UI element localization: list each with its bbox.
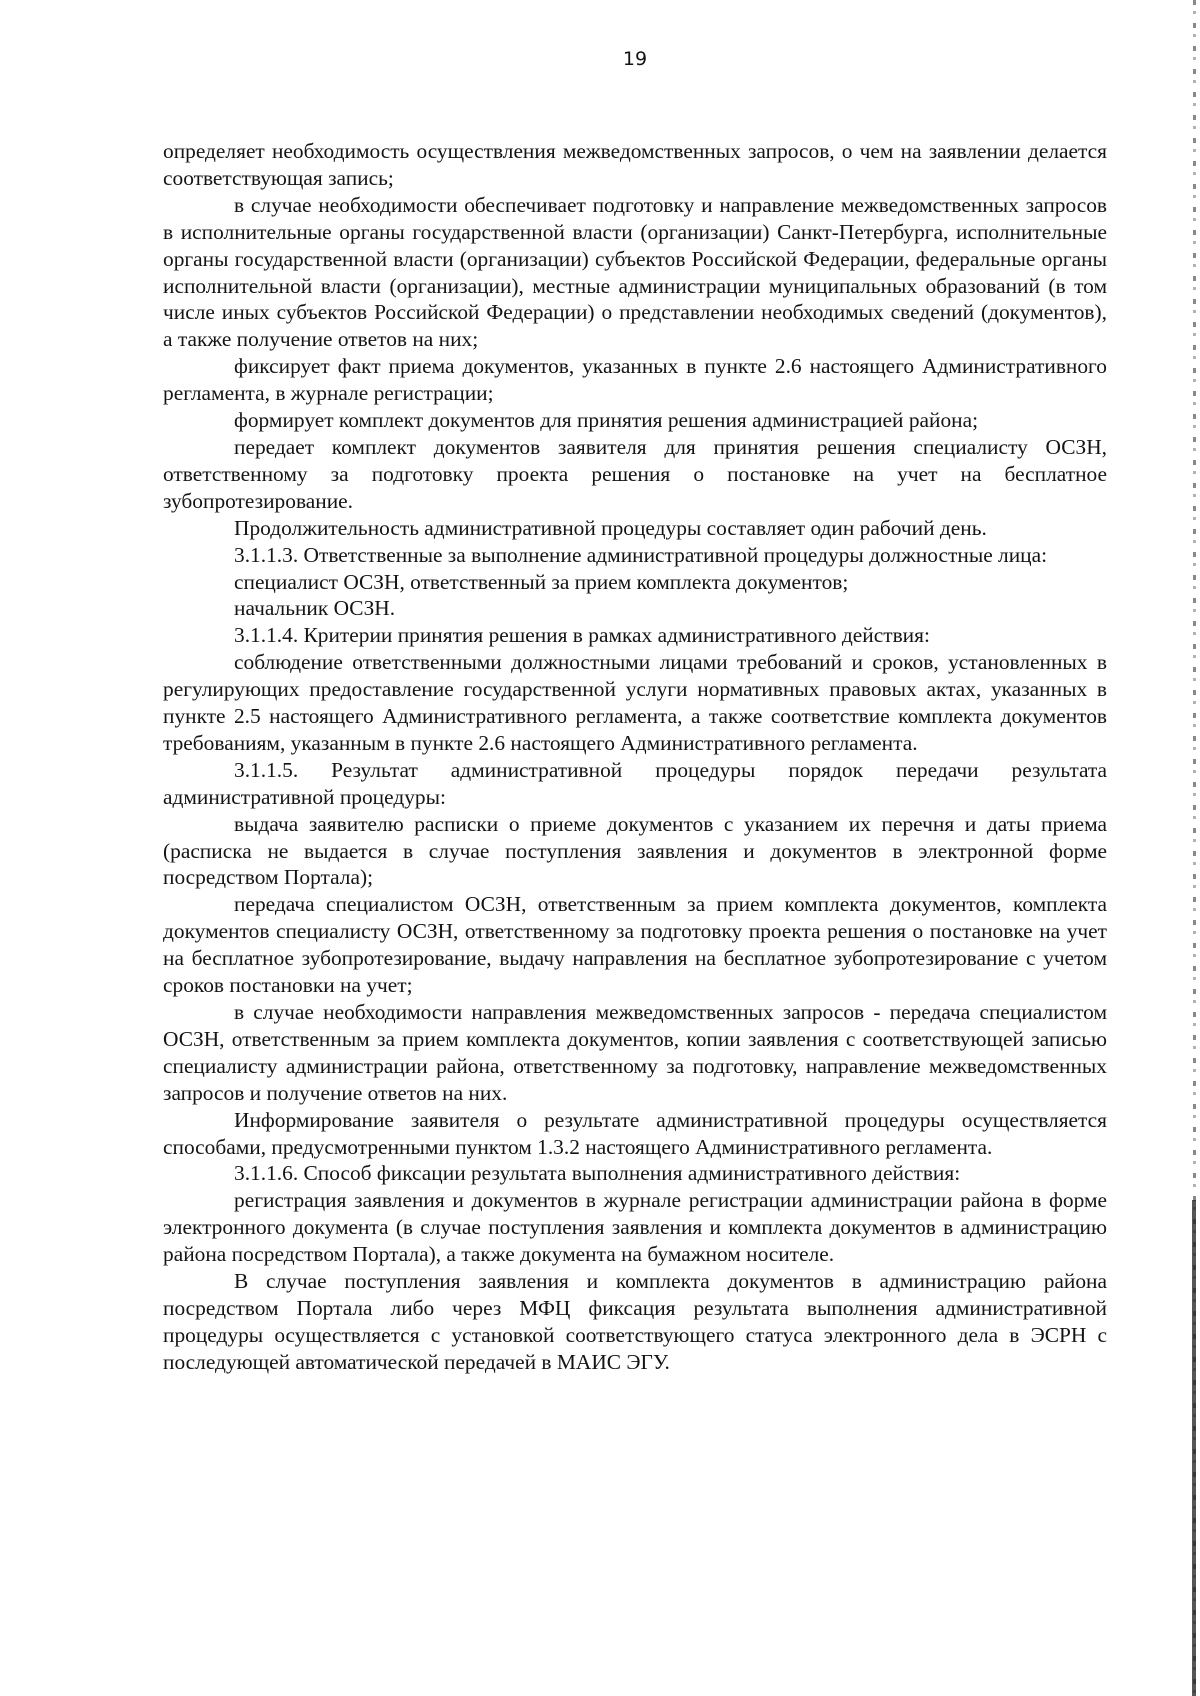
paragraph: Информирование заявителя о результате административной процедуры осуществляется способами, предусмотренными пунктом 1.3.2 настоящего Административного регламента. bbox=[163, 1107, 1107, 1159]
paragraph: В случае поступления заявления и комплекта документов в администрацию района посредством Портала либо через МФЦ фиксация результата выполнения административной процедуры осуществляется с установкой соответствующего статуса электронного дела в ЭСРН с последующей автоматической передачей в МАИС ЭГУ. bbox=[163, 1269, 1107, 1374]
paragraph: фиксирует факт приема документов, указанных в пункте 2.6 настоящего Административного регламента, в журнале регистрации; bbox=[163, 354, 1107, 406]
scan-edge-artifact bbox=[1192, 1200, 1196, 1696]
paragraph: в случае необходимости обеспечивает подготовку и направление межведомственных запросов в исполнительные органы государственной власти (организации) Санкт-Петербурга, исполнительные органы государственной власти (организации) субъектов Российской Федерации, федеральные органы исполнительной власти (организации), местные администрации муниципальных образований (в том числе иных субъектов Российской Федерации) о представлении необходимых сведений (документов), а также получение ответов на них; bbox=[163, 192, 1107, 352]
page-number: 19 bbox=[622, 48, 648, 70]
paragraph: выдача заявителю расписки о приеме документов с указанием их перечня и даты приема (расписка не выдается в случае поступления заявления и документов в электронной форме посредством Портала); bbox=[163, 811, 1107, 890]
paragraph: определяет необходимость осуществления межведомственных запросов, о чем на заявлении делается соответствующая запись; bbox=[163, 139, 1107, 190]
paragraph: в случае необходимости направления межведомственных запросов - передача специалистом ОСЗН, ответственным за прием комплекта документов, копии заявления с соответствующей записью специалисту администрации района, ответственному за подготовку, направление межведомственных запросов и получение ответов на них. bbox=[163, 1000, 1107, 1105]
paragraph: специалист ОСЗН, ответственный за прием комплекта документов; bbox=[234, 569, 849, 594]
paragraph: соблюдение ответственными должностными лицами требований и сроков, установленных в регулирующих предоставление государственной услуги нормативных правовых актах, указанных в пункте 2.5 настоящего Административного регламента, а также соответствие комплекта документов требованиям, указанным в пункте 2.6 настоящего Административного регламента. bbox=[163, 650, 1107, 755]
paragraph: 3.1.1.5. Результат административной процедуры порядок передачи результата административной процедуры: bbox=[163, 757, 1107, 809]
paragraph: начальник ОСЗН. bbox=[234, 596, 396, 621]
paragraph: передача специалистом ОСЗН, ответственным за прием комплекта документов, комплекта документов специалисту ОСЗН, ответственному за подготовку проекта решения о постановке на учет на бесплатное зубопротезирование, выдачу направления на бесплатное зубопротезирование с учетом сроков постановки на учет; bbox=[163, 892, 1107, 998]
paragraph: Продолжительность административной процедуры составляет один рабочий день. bbox=[234, 515, 987, 540]
paragraph: 3.1.1.3. Ответственные за выполнение административной процедуры должностные лица: bbox=[234, 542, 1048, 567]
paragraph: передает комплект документов заявителя для принятия решения специалисту ОСЗН, ответственному за подготовку проекта решения о постановке на учет на бесплатное зубопротезирование. bbox=[163, 434, 1107, 513]
paragraph: регистрация заявления и документов в журнале регистрации администрации района в форме электронного документа (в случае поступления заявления и комплекта документов в администрацию района посредством Портала), а также документа на бумажном носителе. bbox=[163, 1188, 1107, 1267]
document-body bbox=[163, 138, 1107, 1376]
paragraph: формирует комплект документов для принятия решения администрацией района; bbox=[234, 408, 979, 433]
paragraph: 3.1.1.6. Способ фиксации результата выполнения административного действия: bbox=[234, 1161, 961, 1186]
paragraph: 3.1.1.4. Критерии принятия решения в рамках административного действия: bbox=[234, 623, 930, 648]
